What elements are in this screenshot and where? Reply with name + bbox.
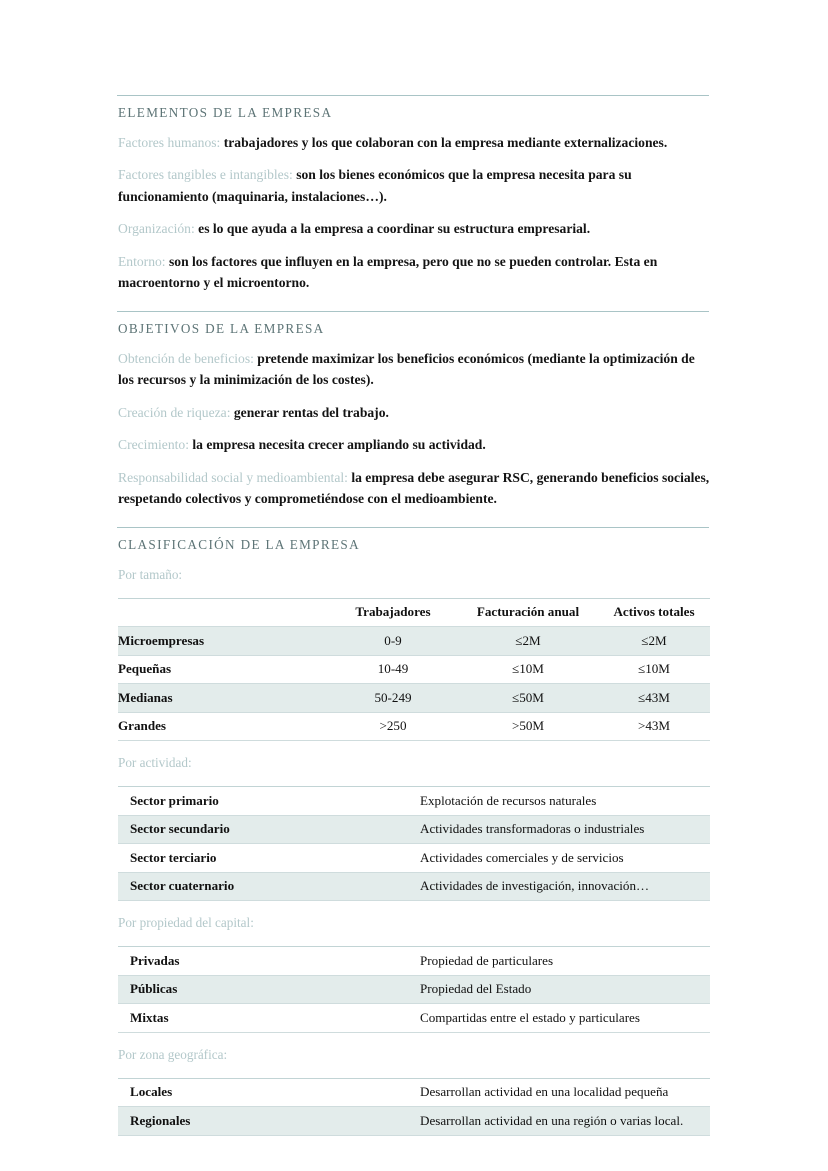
section-elementos (118, 95, 710, 294)
cell-value: ≤2M (458, 627, 598, 656)
cell-description: Actividades de investigación, innovación… (420, 872, 710, 901)
table-size-wrapper (118, 598, 710, 742)
paragraph-body: trabajadores y los que colaboran con la empresa mediante externalizaciones. (220, 134, 668, 150)
section-heading: OBJETIVOS DE LA EMPRESA (118, 320, 325, 336)
paragraph (118, 218, 710, 240)
cell-value: 10-49 (328, 655, 458, 684)
paragraph-lead: Factores tangibles e intangibles: (118, 167, 293, 183)
section-clasificacion (118, 527, 710, 1136)
subsection-label-geography: Por zona geográfica: (118, 1046, 228, 1062)
row-label: Sector primario (118, 787, 420, 816)
table-row (118, 1004, 710, 1033)
cell-value: ≤50M (458, 684, 598, 713)
row-label: Sector terciario (118, 844, 420, 873)
cell-value: 50-249 (328, 684, 458, 713)
paragraph-lead: Crecimiento: (118, 437, 189, 453)
table-por-propiedad-capital (118, 946, 710, 1033)
section-objetivos (118, 311, 710, 510)
cell-description: Actividades comerciales y de servicios (420, 844, 710, 873)
column-header (118, 598, 328, 627)
paragraph (118, 402, 710, 424)
row-label: Regionales (118, 1107, 420, 1136)
paragraph-body: son los factores que influyen en la empresa, pero que no se pueden controlar. Esta en macroentorno y el microentorno. (118, 253, 658, 291)
table-row (118, 655, 710, 684)
section-divider (117, 95, 709, 96)
column-header: Facturación anual (458, 598, 598, 627)
row-label: Sector cuaternario (118, 872, 420, 901)
table-row (118, 627, 710, 656)
cell-description: Propiedad del Estado (420, 975, 710, 1004)
cell-value: >50M (458, 712, 598, 741)
table-row (118, 815, 710, 844)
paragraph (118, 251, 710, 294)
row-label: Sector secundario (118, 815, 420, 844)
row-label: Locales (118, 1078, 420, 1107)
cell-value: ≤10M (458, 655, 598, 684)
subsection-label-capital: Por propiedad del capital: (118, 915, 254, 931)
document-content (118, 95, 710, 1136)
row-label: Microempresas (118, 627, 328, 656)
paragraph (118, 164, 710, 207)
cell-value: ≤43M (598, 684, 710, 713)
paragraph-lead: Factores humanos: (118, 134, 221, 150)
column-header: Activos totales (598, 598, 710, 627)
cell-description: Propiedad de particulares (420, 947, 710, 976)
section-divider (117, 527, 709, 528)
table-row (118, 787, 710, 816)
table-header-row (118, 598, 710, 627)
section-heading: CLASIFICACIÓN DE LA EMPRESA (118, 536, 360, 552)
paragraph-lead: Creación de riqueza: (118, 404, 231, 420)
paragraph-body: la empresa necesita crecer ampliando su actividad. (188, 437, 486, 453)
table-row (118, 872, 710, 901)
table-row (118, 1078, 710, 1107)
table-row (118, 844, 710, 873)
paragraph (118, 467, 710, 510)
table-row (118, 947, 710, 976)
row-label: Públicas (118, 975, 420, 1004)
paragraph-lead: Organización: (118, 221, 195, 237)
row-label: Privadas (118, 947, 420, 976)
cell-description: Desarrollan actividad en una localidad pequeña (420, 1078, 710, 1107)
section-divider (117, 311, 709, 312)
subsection-label-activity: Por actividad: (118, 755, 192, 771)
cell-description: Explotación de recursos naturales (420, 787, 710, 816)
table-activity-wrapper (118, 786, 710, 901)
cell-description: Desarrollan actividad en una región o varias local. (420, 1107, 710, 1136)
row-label: Medianas (118, 684, 328, 713)
table-por-zona-geografica (118, 1078, 710, 1136)
cell-value: ≤2M (598, 627, 710, 656)
cell-value: >250 (328, 712, 458, 741)
row-label: Grandes (118, 712, 328, 741)
paragraph (118, 348, 710, 391)
paragraph-body: pretende maximizar los beneficios económicos (mediante la optimización de los recursos y la minimización de los costes). (118, 350, 695, 388)
paragraph-lead: Responsabilidad social y medioambiental: (118, 469, 348, 485)
table-por-actividad (118, 786, 710, 901)
paragraph-body: generar rentas del trabajo. (230, 404, 389, 420)
paragraph-lead: Obtención de beneficios: (118, 350, 254, 366)
cell-value: 0-9 (328, 627, 458, 656)
paragraph-body: es lo que ayuda a la empresa a coordinar su estructura empresarial. (194, 221, 591, 237)
table-row (118, 1107, 710, 1136)
row-label: Mixtas (118, 1004, 420, 1033)
cell-value: ≤10M (598, 655, 710, 684)
paragraph (118, 434, 710, 456)
cell-description: Compartidas entre el estado y particulares (420, 1004, 710, 1033)
table-por-tamano (118, 598, 710, 742)
subsection-label-size: Por tamaño: (118, 566, 183, 582)
paragraph-body: la empresa debe asegurar RSC, generando beneficios sociales, respetando colectivos y comprometiéndose con el medioambiente. (118, 469, 710, 507)
table-row (118, 684, 710, 713)
cell-value: >43M (598, 712, 710, 741)
table-row (118, 712, 710, 741)
paragraph-body: son los bienes económicos que la empresa necesita para su funcionamiento (maquinaria, instalaciones…). (118, 167, 632, 204)
row-label: Pequeñas (118, 655, 328, 684)
table-geography-wrapper (118, 1078, 710, 1136)
column-header: Trabajadores (328, 598, 458, 627)
table-row (118, 975, 710, 1004)
table-capital-wrapper (118, 946, 710, 1033)
paragraph-lead: Entorno: (118, 253, 166, 269)
cell-description: Actividades transformadoras o industriales (420, 815, 710, 844)
paragraph (118, 132, 710, 154)
section-heading: ELEMENTOS DE LA EMPRESA (118, 105, 333, 120)
